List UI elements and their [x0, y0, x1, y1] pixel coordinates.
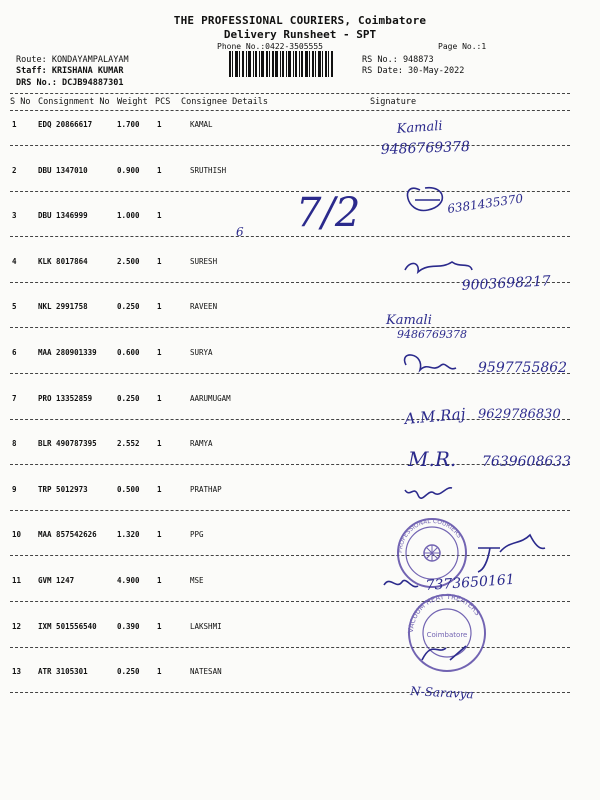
rs-date: RS Date: 30-May-2022: [362, 66, 465, 76]
row-consignment: BLR 490787395: [38, 439, 97, 448]
row-weight: 1.320: [117, 530, 140, 539]
row-weight: 0.390: [117, 622, 140, 631]
company-title: THE PROFESSIONAL COURIERS, Coimbatore: [173, 14, 427, 27]
row-weight: 0.250: [117, 302, 140, 311]
sig8-phone: 7639608633: [482, 454, 572, 470]
row-pcs: 1: [157, 394, 162, 403]
page-number: Page No.:1: [438, 42, 487, 51]
row-weight: 2.500: [117, 257, 140, 266]
row-pcs: 1: [157, 166, 162, 175]
row-weight: 0.900: [117, 166, 140, 175]
sig1-name: Kamali: [396, 118, 444, 137]
row-pcs: 1: [157, 485, 162, 494]
col-pcs: PCS: [155, 97, 171, 107]
col-consignee: Consignee Details: [181, 97, 268, 107]
sig9-scribble: [405, 488, 452, 498]
col-consignment: Consignment No: [38, 97, 110, 107]
sig4-phone: 9003698217: [461, 273, 552, 294]
row-sno: 4: [12, 257, 17, 266]
row-divider: [10, 373, 570, 374]
staff-label: Staff: KRISHANA KUMAR: [16, 66, 124, 76]
row-divider: [10, 419, 570, 420]
sig11-scribble: [384, 580, 418, 586]
row-weight: 0.250: [117, 667, 140, 676]
sig11-phone: 7373650161: [425, 571, 516, 594]
row-divider: [10, 464, 570, 465]
sig4-scribble: [405, 262, 472, 272]
row-pcs: 1: [157, 622, 162, 631]
row-pcs: 1: [157, 667, 162, 676]
row-divider: [10, 601, 570, 602]
row-consignee: RAMYA: [190, 439, 213, 448]
sig7-phone: 9629786830: [478, 407, 561, 422]
row-sno: 12: [12, 622, 22, 631]
row-consignment: IXM 501556540: [38, 622, 97, 631]
row-weight: 0.250: [117, 394, 140, 403]
company-stamp-2: [407, 593, 485, 671]
runsheet-subtitle: Delivery Runsheet - SPT: [223, 28, 377, 41]
row-pcs: 1: [157, 120, 162, 129]
row-consignee: PRATHAP: [190, 485, 222, 494]
route-label: Route: KONDAYAMPALAYAM: [16, 55, 129, 65]
row-consignee: MSE: [190, 576, 204, 585]
row-weight: 1.000: [117, 211, 140, 220]
row-sno: 2: [12, 166, 17, 175]
sig10-scribble: [478, 535, 545, 572]
row-sno: 1: [12, 120, 17, 129]
row-consignment: PRO 13352859: [38, 394, 93, 403]
company-stamp-1: [397, 518, 466, 587]
row-divider: [10, 327, 570, 328]
row-sno: 3: [12, 211, 17, 220]
sig6-scribble: [405, 355, 456, 370]
row-sno: 9: [12, 485, 17, 494]
row-consignee: NATESAN: [190, 667, 222, 676]
row-consignee: RAVEEN: [190, 302, 218, 311]
row-consignee: KAMAL: [190, 120, 213, 129]
row-divider: [10, 692, 570, 693]
row-pcs: 1: [157, 530, 162, 539]
row-consignment: EDQ 20866617: [38, 120, 93, 129]
row-divider: [10, 510, 570, 511]
drs-number: DRS No.: DCJB94887301: [16, 78, 124, 88]
row-consignment: ATR 3105301: [38, 667, 88, 676]
row-weight: 4.900: [117, 576, 140, 585]
sig7-name: A.M.Raj: [403, 404, 467, 428]
row-pcs: 1: [157, 211, 162, 220]
row-pcs: 1: [157, 348, 162, 357]
sig2-mark: 7/2: [296, 190, 361, 236]
row-pcs: 1: [157, 576, 162, 585]
col-sno: S No: [10, 97, 31, 107]
row-consignment: DBU 1347010: [38, 166, 88, 175]
row-consignment: DBU 1346999: [38, 211, 88, 220]
row-sno: 13: [12, 667, 22, 676]
sig2-mark-b: 6: [236, 225, 244, 239]
sig3-phone: 6381435370: [446, 191, 525, 216]
header-top-divider: [10, 93, 570, 94]
row-consignee: PPG: [190, 530, 204, 539]
stamp2-city: Coimbatore: [426, 631, 468, 639]
row-sno: 11: [12, 576, 22, 585]
row-weight: 1.700: [117, 120, 140, 129]
row-consignment: TRP 5012973: [38, 485, 88, 494]
stamp1-text: PROFESSIONAL COURIERS: [396, 517, 463, 554]
sig1-phone: 9486769378: [380, 138, 471, 158]
sig8-name: M.R.: [408, 447, 457, 471]
row-pcs: 1: [157, 257, 162, 266]
row-sno: 10: [12, 530, 22, 539]
row-weight: 0.600: [117, 348, 140, 357]
row-consignee: LAKSHMI: [190, 622, 222, 631]
col-weight: Weight: [117, 97, 148, 107]
row-consignment: NKL 2991758: [38, 302, 88, 311]
row-consignee: SURESH: [190, 257, 218, 266]
phone-number: Phone No.:0422-3505555: [217, 42, 323, 51]
row-sno: 5: [12, 302, 17, 311]
sig5-name: Kamali: [386, 313, 432, 328]
row-sno: 7: [12, 394, 17, 403]
row-weight: 0.500: [117, 485, 140, 494]
col-signature: Signature: [370, 97, 417, 107]
row-divider: [10, 555, 570, 556]
barcode: [229, 51, 333, 77]
row-consignment: GVM 1247: [38, 576, 75, 585]
row-consignment: KLK 8017864: [38, 257, 88, 266]
row-weight: 2.552: [117, 439, 140, 448]
row-divider: [10, 647, 570, 648]
row-consignee: SURYA: [190, 348, 213, 357]
rs-number: RS No.: 948873: [362, 55, 434, 65]
row-consignee: AARUMUGAM: [190, 394, 231, 403]
handwritten-entries: [236, 119, 571, 701]
sig6-phone: 9597755862: [478, 360, 568, 376]
svg-text:VACUUM HEAT TREATERS: [407, 593, 482, 633]
row-divider: [10, 236, 570, 237]
sig12-scribble: [422, 646, 466, 660]
header-bottom-divider: [10, 110, 570, 111]
row-divider: [10, 145, 570, 146]
row-sno: 6: [12, 348, 17, 357]
row-divider: [10, 191, 570, 192]
row-consignment: MAA 280901339: [38, 348, 97, 357]
row-sno: 8: [12, 439, 17, 448]
row-pcs: 1: [157, 439, 162, 448]
row-consignee: SRUTHISH: [190, 166, 227, 175]
row-consignment: MAA 857542626: [38, 530, 97, 539]
sig5-phone: 9486769378: [397, 328, 467, 341]
sig13-name: N-Saravya: [409, 684, 475, 702]
row-pcs: 1: [157, 302, 162, 311]
stamp2-text: VACUUM HEAT TREATERS: [406, 592, 482, 634]
svg-text:PROFESSIONAL COURIERS: [397, 518, 463, 553]
row-divider: [10, 282, 570, 283]
